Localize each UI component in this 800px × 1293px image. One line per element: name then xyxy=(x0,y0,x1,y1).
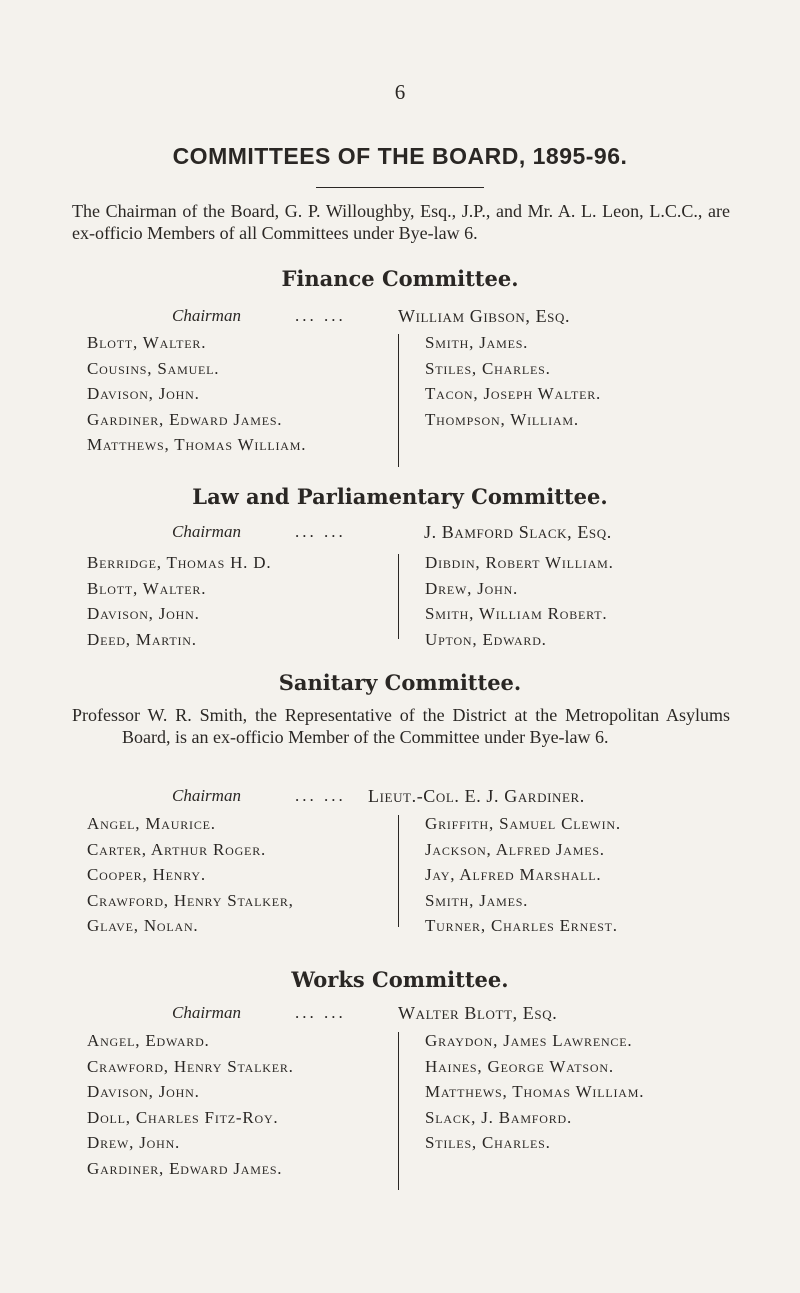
chairman-name: Lieut.-Col. E. J. Gardiner. xyxy=(368,786,585,806)
list-item: Crawford, Henry Stalker. xyxy=(87,1056,294,1076)
list-item: Davison, John. xyxy=(87,384,200,403)
list-item: Angel, Edward. xyxy=(87,1031,210,1050)
column-divider xyxy=(398,554,399,639)
list-item: Gardiner, Edward James. xyxy=(87,1158,283,1178)
list-item: Smith, William Robert. xyxy=(425,604,608,623)
list-item: Thompson, William. xyxy=(425,409,579,429)
list-item: Tacon, Joseph Walter. xyxy=(425,384,602,403)
chairman-name: J. Bamford Slack, Esq. xyxy=(424,522,612,542)
intro-paragraph: The Chairman of the Board, G. P. Willoughby, Esq., J.P., and Mr. A. L. Leon, L.C.C., are ex-officio Members of all Committees under Bye-law 6. xyxy=(72,201,730,243)
list-item: Dibdin, Robert William. xyxy=(425,553,614,572)
page-number: 6 xyxy=(394,80,406,104)
leader-dots: ... ... xyxy=(295,786,346,805)
chairman-label: Chairman xyxy=(172,1003,241,1022)
list-item: Glave, Nolan. xyxy=(87,916,199,935)
list-item: Davison, John. xyxy=(87,1082,200,1101)
list-item: Griffith, Samuel Clewin. xyxy=(425,814,621,833)
list-item: Turner, Charles Ernest. xyxy=(425,916,618,935)
works-committee-heading: Works Committee. xyxy=(291,967,509,992)
column-divider xyxy=(398,1032,399,1190)
list-item: Stiles, Charles. xyxy=(425,358,551,378)
list-item: Carter, Arthur Roger. xyxy=(87,839,267,859)
list-item: Blott, Walter. xyxy=(87,333,207,352)
works-members-left xyxy=(87,1028,294,1181)
leader-dots: ... ... xyxy=(295,522,346,541)
column-divider xyxy=(398,815,399,927)
list-item: Doll, Charles Fitz-Roy. xyxy=(87,1107,279,1127)
finance-committee-heading: Finance Committee. xyxy=(281,266,519,291)
sanitary-members-left xyxy=(87,811,294,939)
list-item: Cooper, Henry. xyxy=(87,865,206,884)
law-members-left xyxy=(87,550,271,652)
list-item: Cousins, Samuel. xyxy=(87,358,220,378)
list-item: Graydon, James Lawrence. xyxy=(425,1031,633,1050)
list-item: Angel, Maurice. xyxy=(87,814,216,833)
finance-members-right xyxy=(425,330,601,432)
list-item: Upton, Edward. xyxy=(425,629,547,649)
list-item: Crawford, Henry Stalker, xyxy=(87,890,294,910)
leader-dots: ... ... xyxy=(295,306,346,325)
list-item: Matthews, Thomas William. xyxy=(425,1082,645,1101)
sanitary-note: Professor W. R. Smith, the Representative of the District at the Metropolitan Asylums Board, is an ex-officio Member of the Committee under Bye-law 6. xyxy=(72,705,730,747)
list-item: Stiles, Charles. xyxy=(425,1133,551,1152)
list-item: Berridge, Thomas H. D. xyxy=(87,553,272,572)
chairman-label: Chairman xyxy=(172,522,241,541)
list-item: Jackson, Alfred James. xyxy=(425,839,605,859)
sanitary-members-right xyxy=(425,811,621,939)
law-committee-heading: Law and Parliamentary Committee. xyxy=(192,484,608,509)
list-item: Jay, Alfred Marshall. xyxy=(425,865,602,884)
title-underline xyxy=(316,187,484,188)
list-item: Davison, John. xyxy=(87,604,200,623)
chairman-name: Walter Blott, Esq. xyxy=(398,1003,558,1023)
law-members-right xyxy=(425,550,614,652)
list-item: Haines, George Watson. xyxy=(425,1056,614,1076)
chairman-name: William Gibson, Esq. xyxy=(398,306,571,326)
chairman-label: Chairman xyxy=(172,786,241,805)
list-item: Slack, J. Bamford. xyxy=(425,1107,573,1127)
column-divider xyxy=(398,334,399,467)
page-title: COMMITTEES OF THE BOARD, 1895-96. xyxy=(172,143,628,169)
chairman-label: Chairman xyxy=(172,306,241,325)
list-item: Smith, James. xyxy=(425,890,529,910)
list-item: Drew, John. xyxy=(87,1133,181,1152)
finance-members-left xyxy=(87,330,306,458)
sanitary-committee-heading: Sanitary Committee. xyxy=(278,670,522,695)
list-item: Drew, John. xyxy=(425,578,519,598)
works-members-right xyxy=(425,1028,644,1156)
list-item: Smith, James. xyxy=(425,333,529,352)
list-item: Blott, Walter. xyxy=(87,578,207,598)
list-item: Deed, Martin. xyxy=(87,629,197,649)
list-item: Gardiner, Edward James. xyxy=(87,409,283,429)
list-item: Matthews, Thomas William. xyxy=(87,435,307,454)
leader-dots: ... ... xyxy=(295,1003,346,1022)
